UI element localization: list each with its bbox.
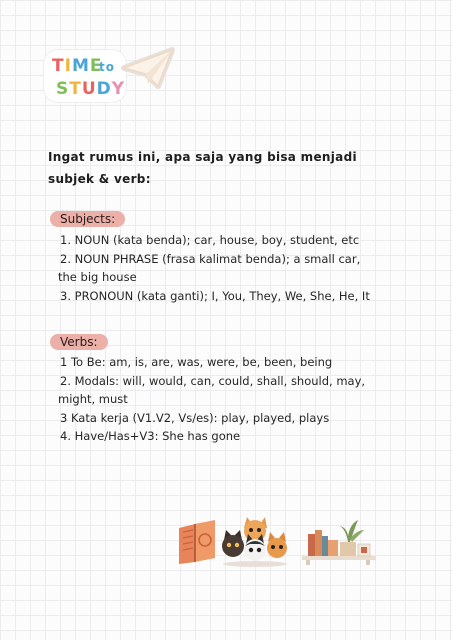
bookshelf-icon: [300, 516, 378, 566]
sticker-word-study: [56, 79, 125, 99]
sticker-letter: Y: [111, 79, 126, 99]
intro-line: subjek & verb:: [48, 172, 151, 186]
intro-line: Ingat rumus ini, apa saja yang bisa menjadi: [48, 150, 357, 164]
intro-text: [48, 146, 408, 190]
cats-illustration: [220, 514, 290, 568]
verbs-label: Verbs:: [50, 334, 108, 350]
sticker-letter: I: [64, 56, 72, 76]
list-item: 2. Modals: will, would, can, could, shall, should, may,: [60, 373, 366, 388]
sticker-letter: D: [96, 79, 112, 99]
list-item: the big house: [58, 270, 137, 284]
open-book-icon: [175, 518, 219, 566]
sticker-letter: E: [89, 56, 103, 76]
sticker-letter: T: [69, 79, 82, 99]
sticker-letter: T: [52, 56, 65, 76]
list-item: 3. PRONOUN (kata ganti); I, You, They, We, She, He, It: [60, 288, 370, 303]
sticker-letter: M: [71, 56, 90, 76]
sticker-letter: U: [81, 79, 97, 99]
list-item: 4. Have/Has+V3: She has gone: [60, 429, 241, 443]
sticker-word-to: to: [99, 60, 115, 74]
paper-plane-icon: [120, 46, 176, 92]
list-item: 1 To Be: am, is, are, was, were, be, been, being: [60, 355, 333, 369]
time-to-study-sticker: [44, 46, 176, 104]
list-item: 2. NOUN PHRASE (frasa kalimat benda); a small car,: [60, 251, 361, 266]
list-item: 3 Kata kerja (V1.V2, Vs/es): play, played, plays: [60, 410, 330, 425]
verbs-list: [60, 353, 400, 446]
list-item: 1. NOUN (kata benda); car, house, boy, student, etc: [60, 233, 360, 247]
subjects-list: [60, 231, 400, 305]
sticker-letter: S: [56, 79, 70, 99]
sticker-word-time: [52, 56, 102, 76]
subjects-label: Subjects:: [50, 211, 125, 227]
list-item: might, must: [58, 392, 128, 406]
